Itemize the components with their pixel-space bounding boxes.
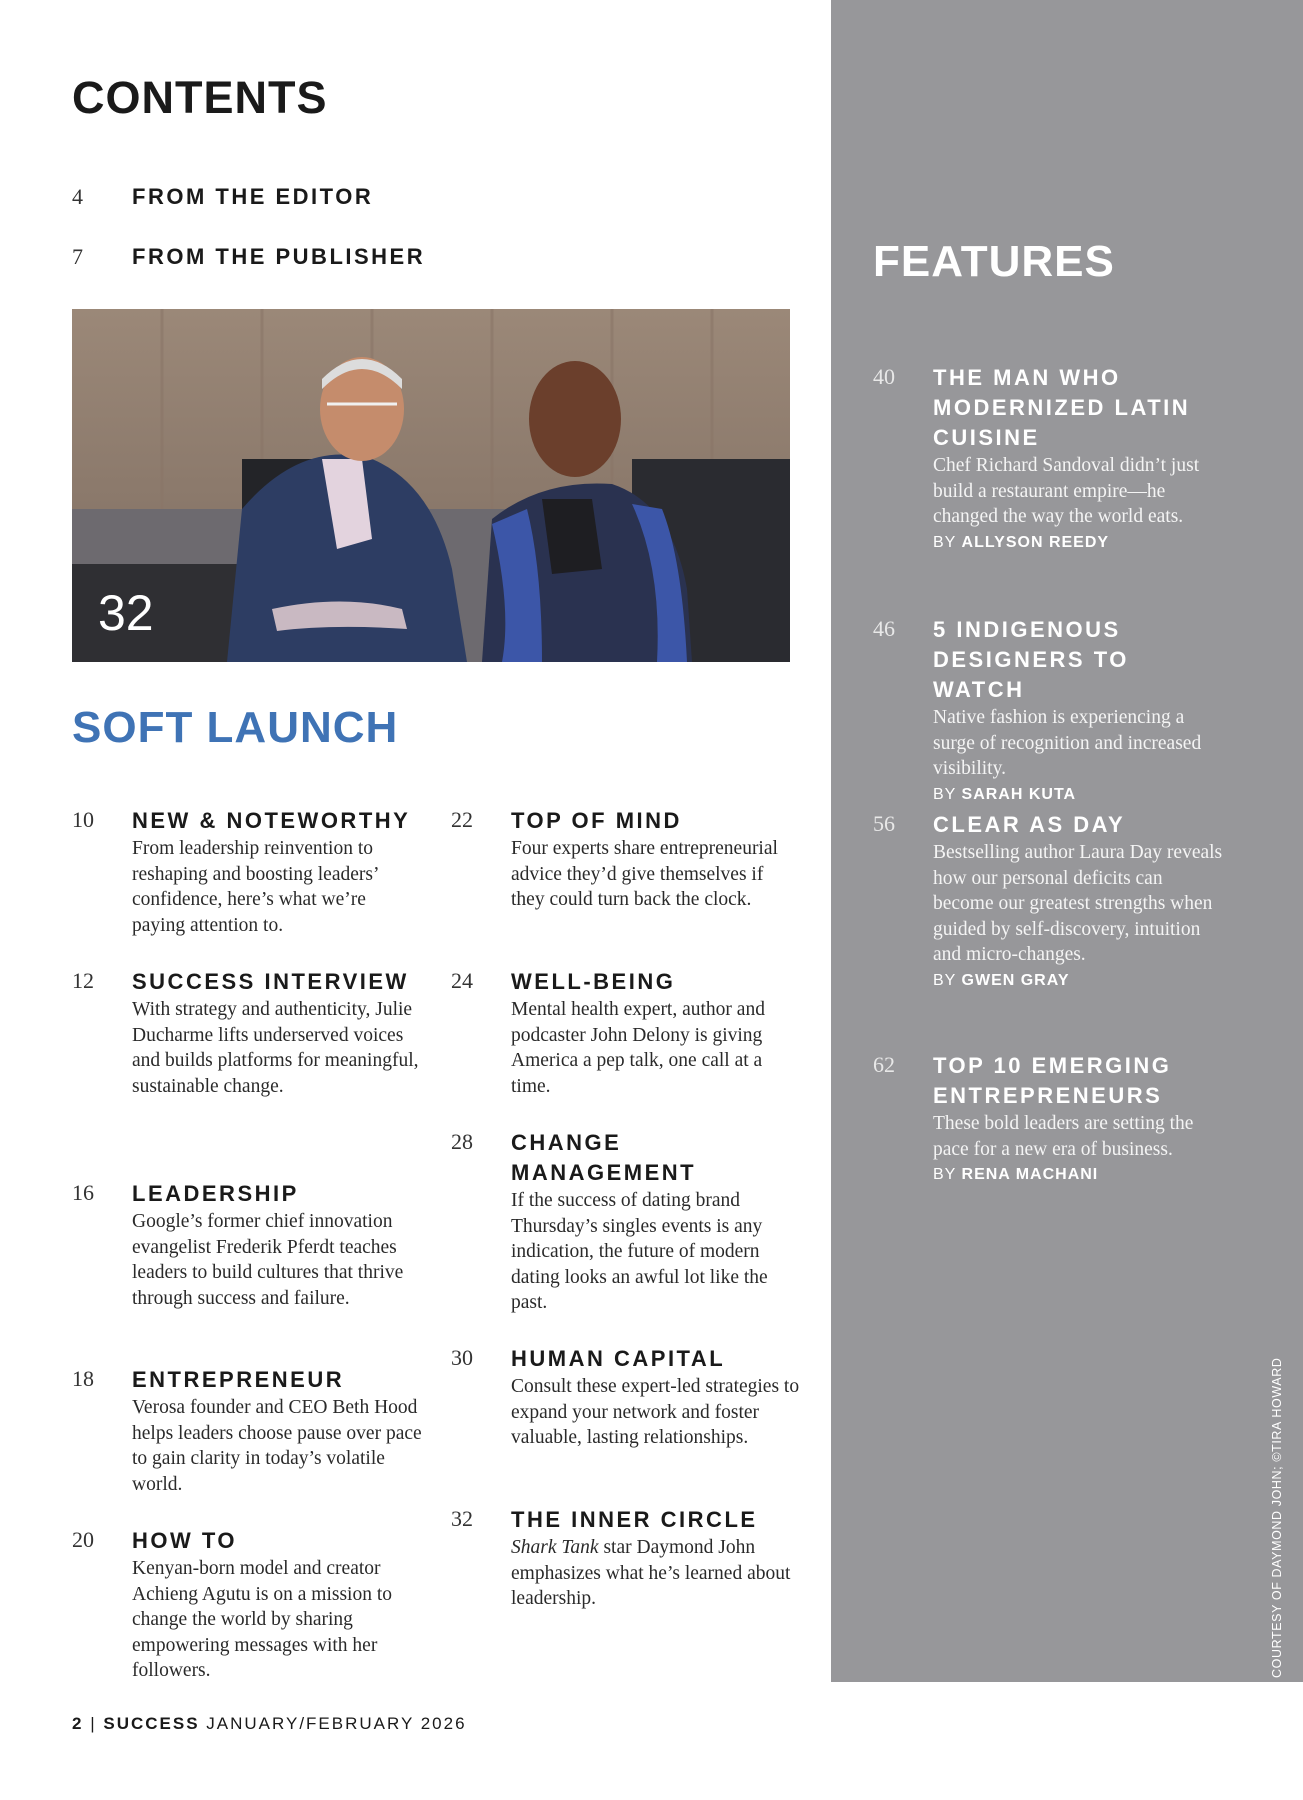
page-number: 56: [873, 811, 895, 836]
page-number: 18: [72, 1366, 94, 1391]
entry-description: From leadership reinvention to reshaping and boosting leaders’ confidence, here’s what we’re paying attention to.: [132, 838, 379, 936]
cover-photo[interactable]: [72, 309, 790, 662]
page-number: 20: [72, 1527, 94, 1552]
page-number: 62: [873, 1052, 895, 1077]
entry-title: LEADERSHIP: [132, 1181, 299, 1206]
entry-description: With strategy and authenticity, Julie Ducharme lifts underserved voices and builds platforms for meaningful, sustainable change.: [132, 999, 419, 1097]
footer-separator: |: [90, 1714, 97, 1733]
byline-prefix: BY: [933, 971, 957, 989]
byline: [933, 1166, 1223, 1184]
byline-prefix: BY: [933, 1166, 957, 1183]
entry-title: THE INNER CIRCLE: [511, 1507, 758, 1532]
page-number: 16: [72, 1180, 94, 1205]
page-number: 10: [72, 807, 94, 832]
page-number: 28: [451, 1129, 473, 1154]
photo-page-number: 32: [98, 585, 154, 641]
byline: [933, 786, 1223, 804]
entry-title: WELL-BEING: [511, 969, 676, 994]
photo-credit: COURTESY OF DAYMOND JOHN; ©TIRA HOWARD: [1270, 1357, 1284, 1678]
page-number: 32: [451, 1506, 473, 1531]
entry-description: Native fashion is experiencing a surge of recognition and increased visibility.: [933, 707, 1202, 779]
entry-description: Bestselling author Laura Day reveals how our personal deficits can become our greatest strengths when guided by self-discovery, intuition and micro-changes.: [933, 842, 1223, 965]
author-name: GWEN GRAY: [961, 971, 1070, 989]
byline-prefix: BY: [933, 533, 957, 551]
toc-entry-editor[interactable]: [72, 184, 373, 210]
footer-brand: SUCCESS: [103, 1714, 200, 1733]
feature-entry[interactable]: [873, 615, 1223, 804]
toc-entry[interactable]: [72, 967, 422, 1099]
section-heading-soft-launch: SOFT LAUNCH: [72, 703, 399, 752]
toc-entry[interactable]: [451, 1505, 801, 1612]
footer-page-number: 2: [72, 1714, 84, 1733]
page-number: 40: [873, 364, 895, 389]
show-title: Shark Tank: [511, 1537, 599, 1558]
entry-title: HOW TO: [132, 1528, 238, 1553]
entry-description: Consult these expert-led strategies to expand your network and foster valuable, lasting relationships.: [511, 1376, 800, 1448]
byline-prefix: BY: [933, 785, 957, 803]
entry-description: Mental health expert, author and podcaster John Delony is giving America a pep talk, one call at a time.: [511, 999, 765, 1097]
entry-description: Chef Richard Sandoval didn’t just build a restaurant empire—he changed the way the world eats.: [933, 455, 1200, 527]
entry-title: SUCCESS INTERVIEW: [132, 969, 409, 994]
section-heading-features: FEATURES: [873, 237, 1115, 286]
entry-description: Verosa founder and CEO Beth Hood helps leaders choose pause over pace to gain clarity in today’s volatile world.: [132, 1397, 422, 1495]
author-name: ALLYSON REEDY: [961, 533, 1110, 551]
entry-title: CHANGE MANAGEMENT: [511, 1130, 697, 1185]
entry-title: ENTREPRENEUR: [132, 1367, 345, 1392]
description-text: star Daymond John emphasizes what he’s learned about leadership.: [511, 1537, 791, 1609]
page-footer: [72, 1714, 467, 1734]
entry-description: Four experts share entrepreneurial advice they’d give themselves if they could turn back the clock.: [511, 838, 778, 910]
feature-entry[interactable]: [873, 1051, 1223, 1184]
toc-entry[interactable]: [72, 1526, 422, 1684]
page-number: 46: [873, 616, 895, 641]
entry-title: 5 INDIGENOUS DESIGNERS TO WATCH: [933, 617, 1129, 702]
toc-entry[interactable]: [72, 1365, 422, 1497]
page-number: 7: [72, 244, 83, 269]
entry-title: TOP 10 EMERGING ENTREPRENEURS: [933, 1053, 1172, 1108]
feature-entry[interactable]: [873, 363, 1223, 552]
entry-description: If the success of dating brand Thursday’s singles events is any indication, the future of modern dating looks an awful lot like the past.: [511, 1190, 768, 1313]
byline: [933, 972, 1223, 990]
page-number: 22: [451, 807, 473, 832]
footer-issue: JANUARY/FEBRUARY 2026: [206, 1714, 467, 1733]
toc-entry[interactable]: [451, 1128, 801, 1316]
toc-entry[interactable]: [451, 967, 801, 1099]
page-number: 24: [451, 968, 473, 993]
author-name: RENA MACHANI: [961, 1166, 1099, 1183]
toc-entry[interactable]: [451, 1344, 801, 1451]
page-number: 4: [72, 184, 83, 209]
photo-illustration: [72, 309, 790, 662]
page-title: CONTENTS: [72, 72, 328, 123]
entry-description: [511, 1535, 801, 1612]
feature-entry[interactable]: [873, 810, 1223, 990]
byline: [933, 534, 1223, 552]
page-number: 12: [72, 968, 94, 993]
entry-title: FROM THE PUBLISHER: [132, 244, 426, 269]
page-number: 30: [451, 1345, 473, 1370]
entry-description: Google’s former chief innovation evangelist Frederik Pferdt teaches leaders to build cultures that thrive through success and failure.: [132, 1211, 404, 1309]
entry-description: Kenyan-born model and creator Achieng Agutu is on a mission to change the world by sharing empowering messages with her followers.: [132, 1558, 392, 1681]
entry-description: These bold leaders are setting the pace for a new era of business.: [933, 1113, 1194, 1160]
entry-title: NEW & NOTEWORTHY: [132, 808, 411, 833]
entry-title: TOP OF MIND: [511, 808, 682, 833]
entry-title: CLEAR AS DAY: [933, 812, 1126, 837]
toc-entry[interactable]: [72, 806, 422, 938]
entry-title: FROM THE EDITOR: [132, 184, 374, 209]
entry-title: THE MAN WHO MODERNIZED LATIN CUISINE: [933, 365, 1191, 450]
toc-entry-publisher[interactable]: [72, 244, 425, 270]
toc-entry[interactable]: [451, 806, 801, 913]
entry-title: HUMAN CAPITAL: [511, 1346, 726, 1371]
author-name: SARAH KUTA: [961, 785, 1077, 803]
toc-entry[interactable]: [72, 1179, 422, 1311]
